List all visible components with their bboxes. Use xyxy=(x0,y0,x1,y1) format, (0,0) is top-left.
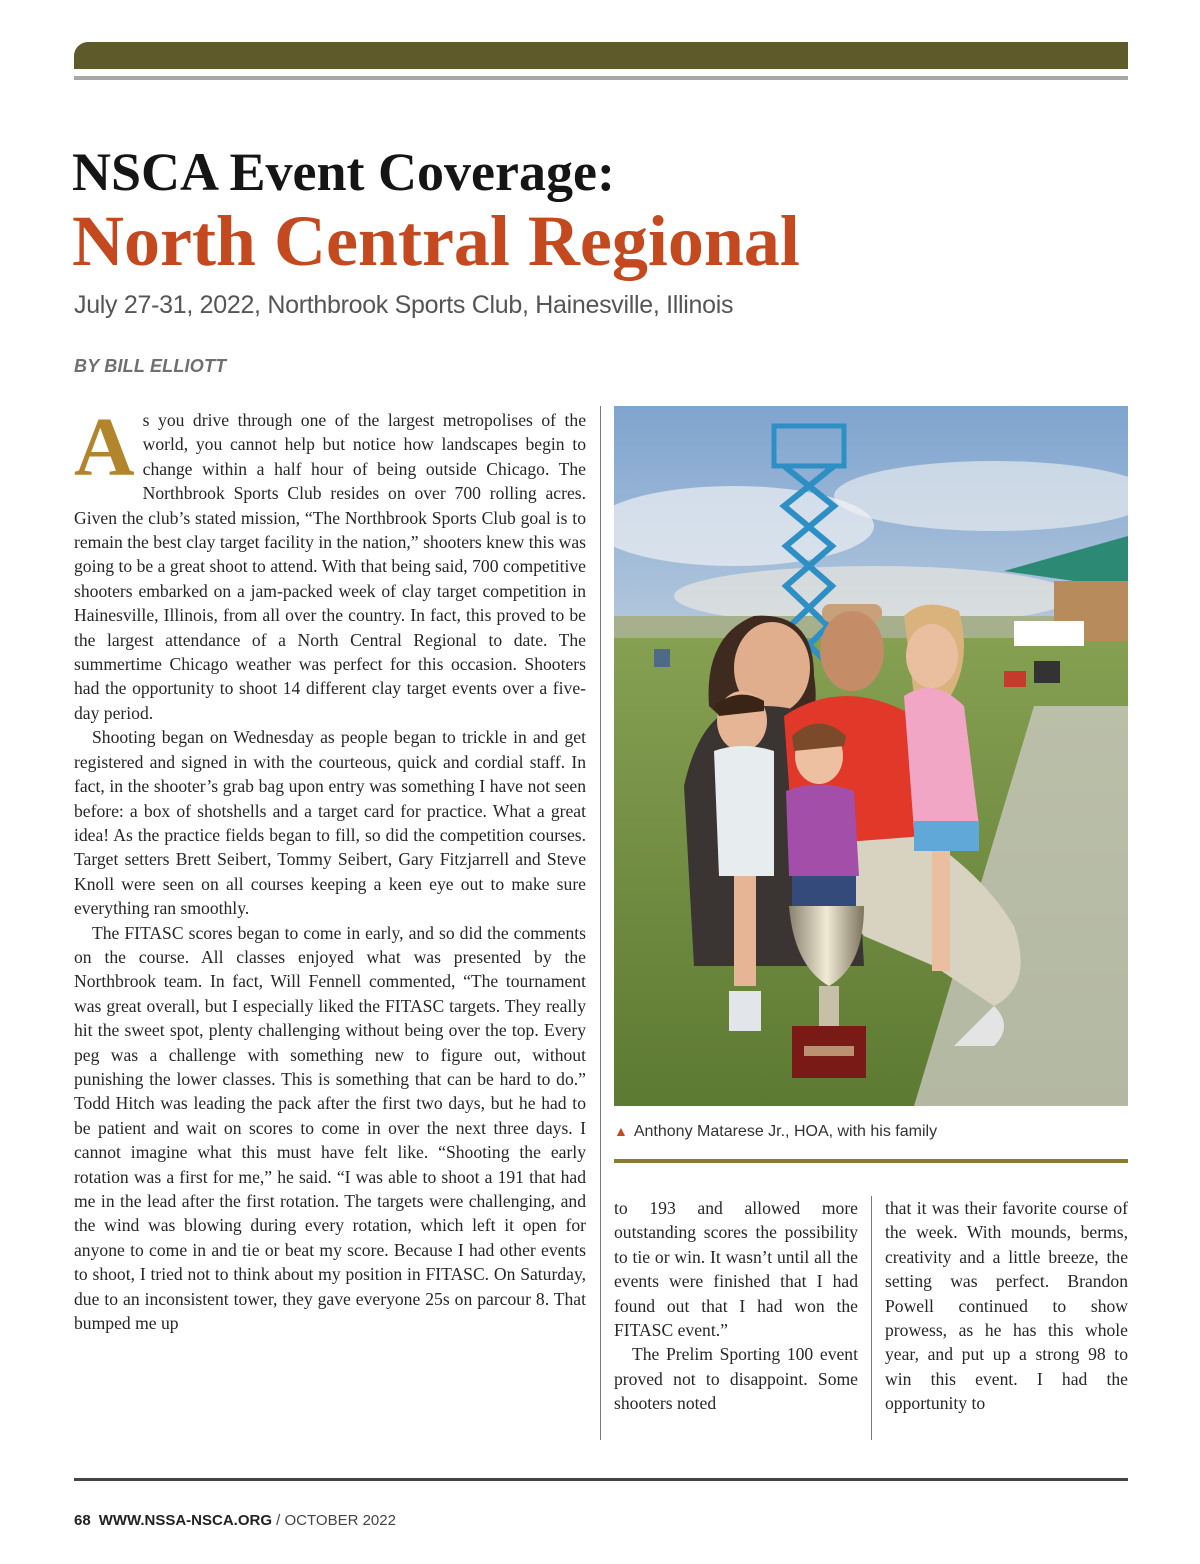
caption-rule xyxy=(614,1159,1128,1163)
page-footer xyxy=(74,1512,396,1529)
article-paragraph: The FITASC scores began to come in early, and so did the comments on the course. All classes enjoyed what was presented by the Northbrook team. In fact, Will Fennell commented, “The tournament was great overall, but I especially liked the FITASC targets. They really hit the sweet spot, plenty challenging without being over the top. Every peg was a challenge with something new to figure out, without punishing the lower classes. This is something that can be hard to do.” Todd Hitch was leading the pack after the first two days, but he had to be patient and wait on scores to come in over the next three days. I cannot imagine what this must have felt like. “Shooting the early rotation was a first for me,” he said. “I was able to shoot a 191 that had me in the lead after the first rotation. The targets were challenging, and the wind was blowing during every rotation, which left it open for anyone to come in and tie or beat my score. Because I had other events to shoot, I tried not to think about my position in FITASC. On Saturday, due to an inconsistent tower, they gave everyone 25s on parcour 8. That bumped me up xyxy=(74,922,586,1334)
article-paragraph: that it was their favorite course of the week. With mounds, berms, creativity and a little breeze, the setting was perfect. Brandon Powell continued to show prowess, as he has this whole year, and put up a strong 98 to win this event. I had the opportunity to xyxy=(885,1198,1128,1414)
website-link[interactable]: WWW.NSSA-NSCA.ORG xyxy=(98,1512,273,1529)
article-column-2 xyxy=(614,1196,858,1440)
article-column-3 xyxy=(885,1196,1128,1440)
page-number: 68 xyxy=(74,1512,91,1529)
article-paragraph xyxy=(74,408,586,725)
header-rule xyxy=(74,76,1128,80)
photo-caption xyxy=(614,1120,937,1143)
article-subhead: July 27-31, 2022, Northbrook Sports Club, Hainesville, Illinois xyxy=(74,291,734,319)
article-paragraph: The Prelim Sporting 100 event proved not to disappoint. Some shooters noted xyxy=(614,1344,858,1414)
article-kicker: NSCA Event Coverage: xyxy=(72,142,615,202)
article-column-1 xyxy=(74,408,586,1440)
footer-rule xyxy=(74,1478,1128,1481)
column-divider xyxy=(871,1196,872,1440)
caption-triangle-icon: ▲ xyxy=(614,1123,628,1139)
paragraph-text: s you drive through one of the largest metropolises of the world, you cannot help but notice how landscapes begin to change within a half hour of being outside Chicago. The Northbrook Sports Club resides on over 700 rolling acres. Given the club’s stated mission, “The Northbrook Sports Club goal is to remain the best clay target facility in the nation,” shooters knew this was going to be a great shoot to attend. With that being said, 700 competitive shooters embarked on a jam-packed week of clay target competition in Hainesville, Illinois, from all over the country. In fact, this proved to be the largest attendance of a North Central Regional to date. The summertime Chicago weather was perfect for this occasion. Shooters had the opportunity to shoot 14 different clay target events over a five-day period. xyxy=(74,410,586,723)
article-paragraph: Shooting began on Wednesday as people began to trickle in and get registered and signed in with the courteous, quick and cordial staff. In fact, in the shooter’s grab bag upon entry was something I have not seen before: a box of shotshells and a target card for practice. What a great idea! As the practice fields began to fill, so did the competition courses. Target setters Brett Seibert, Tommy Seibert, Gary Fitzjarrell and Steve Knoll were seen on all courses keeping a keen eye out to make sure everything ran smoothly. xyxy=(74,727,586,919)
drop-cap: A xyxy=(74,408,135,494)
article-paragraph: to 193 and allowed more outstanding scores the possibility to tie or win. It wasn’t until all the events were finished that I had found out that I had won the FITASC event.” xyxy=(614,1198,858,1341)
caption-text: Anthony Matarese Jr., HOA, with his family xyxy=(633,1123,938,1140)
byline: BY BILL ELLIOTT xyxy=(74,356,227,376)
article-headline: North Central Regional xyxy=(72,201,800,281)
photo-illustration xyxy=(614,406,1128,1106)
family-photo xyxy=(614,406,1128,1106)
column-divider xyxy=(600,406,601,1440)
issue-date: / OCTOBER 2022 xyxy=(272,1512,396,1529)
header-band xyxy=(74,42,1128,69)
